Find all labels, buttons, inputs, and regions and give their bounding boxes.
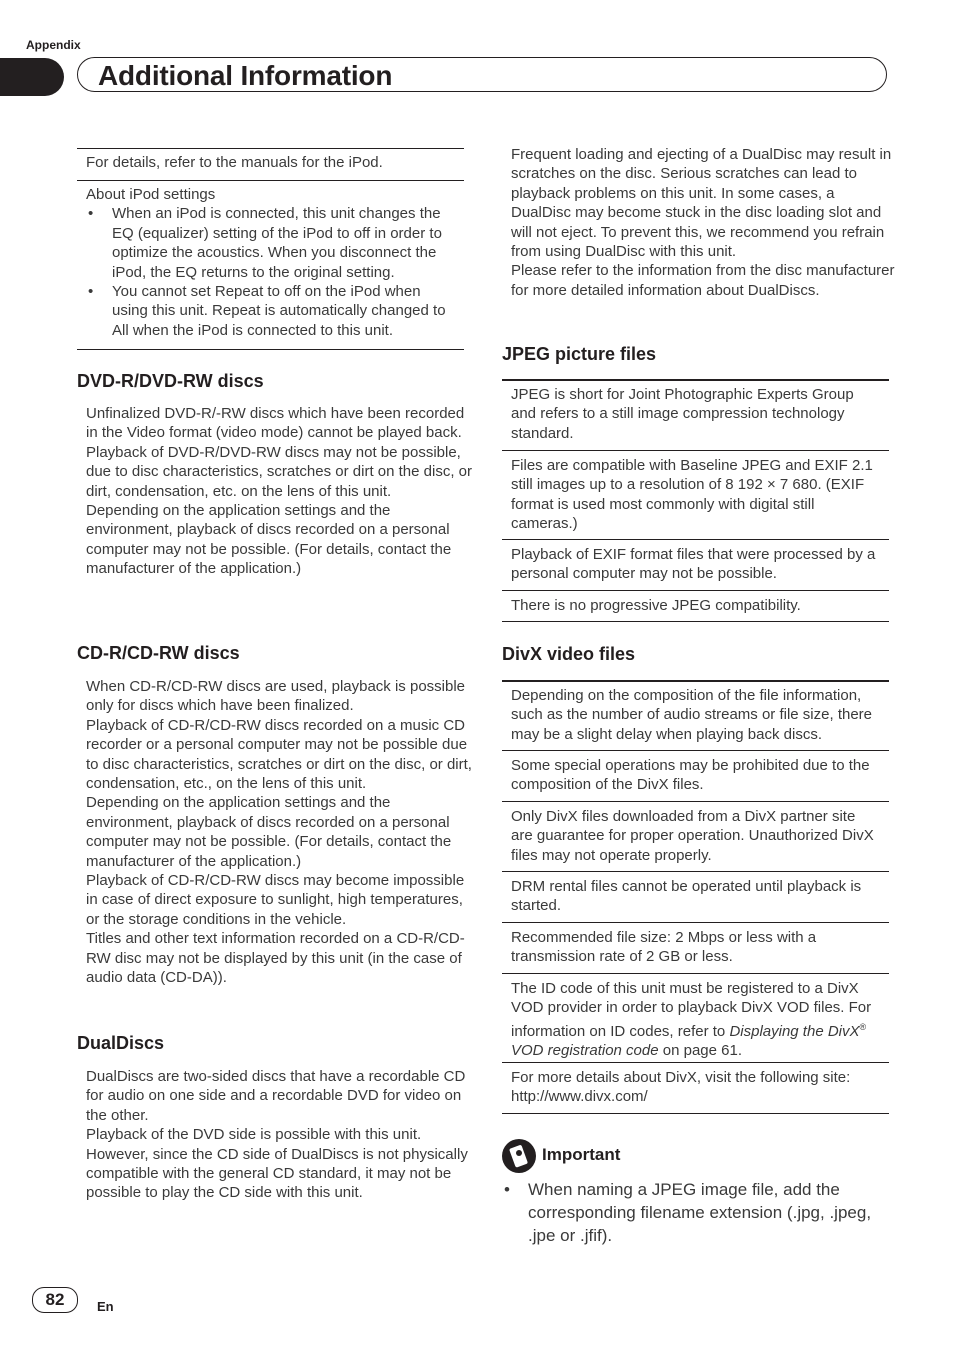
ipod-ref-row: [77, 148, 464, 182]
divx-text: [511, 979, 880, 1061]
cd-paragraph: Playback of CD-R/CD-RW discs recorded on a music CD recorder or a personal computer may not be possible due to disc characteristics, scratches or dirt on the disc, or dirt, condensation, etc., on the lens of this unit.: [86, 716, 472, 793]
jpeg-text: JPEG is short for Joint Photographic Experts Group and refers to a still image compression technology standard.: [511, 386, 854, 442]
list-item: • When naming a JPEG image file, add the corresponding filename extension (.jpg, .jpeg, .jpe or .jfif).: [502, 1178, 889, 1247]
jpeg-row: [502, 450, 889, 541]
dvd-paragraph: Depending on the application settings and the environment, playback of discs recorded on a personal computer may not be possible. (For details, contact the manufacturer of the application.): [86, 502, 452, 578]
dualdisc-paragraph: Playback of the DVD side is possible with this unit. However, since the CD side of DualDiscs is not physically compatible with the general CD standard, it may not be possible to play the CD side with this unit.: [86, 1126, 468, 1202]
title-box: [77, 57, 887, 92]
page-title: Additional Information: [98, 60, 393, 91]
cd-heading: CD-R/CD-RW discs: [77, 643, 240, 663]
chapter-tab: [0, 58, 64, 96]
ipod-ref-text: For details, refer to the manuals for the iPod.: [86, 154, 383, 171]
dualdisc-body: [77, 1067, 482, 1203]
divider: [77, 349, 464, 350]
divx-text: Recommended file size: 2 Mbps or less with a transmission rate of 2 GB or less.: [511, 929, 817, 966]
cd-paragraph: Depending on the application settings and the environment, playback of discs recorded on a personal computer may not be possible. (For details, contact the manufacturer of the application.): [86, 794, 452, 870]
divx-row: [502, 750, 889, 803]
list-item: • You cannot set Repeat to off on the iPod when using this unit. Repeat is automatically changed to All when the iPod is connected to this unit.: [86, 282, 455, 340]
important-header: [502, 1139, 889, 1175]
list-item: • When an iPod is connected, this unit changes the EQ (equalizer) setting of the iPod to off in order to optimize the acoustics. When you disconnect the iPod, the EQ returns to the original setting.: [86, 204, 455, 282]
divx-row: [502, 871, 889, 924]
important-list: [502, 1178, 889, 1247]
divx-reference-link[interactable]: Displaying the DivX: [729, 1022, 860, 1040]
divx-row: [502, 680, 889, 753]
jpeg-row: [502, 590, 889, 622]
divx-reference-link-cont[interactable]: VOD registration code: [511, 1042, 659, 1060]
divx-row: [502, 1062, 889, 1115]
cd-paragraph: Playback of CD-R/CD-RW discs may become impossible in case of direct exposure to sunlight, high temperatures, or the storage conditions in the vehicle.: [86, 872, 465, 928]
jpeg-text: Files are compatible with Baseline JPEG and EXIF 2.1 still images up to a resolution of 8 192 × 7 680. (EXIF format is used most commonly with digital still cameras.): [511, 457, 873, 533]
divx-text: Depending on the composition of the file information, such as the number of audio streams or file size, there may be a slight delay when playing back discs.: [511, 687, 873, 743]
dualdisc-paragraph: Frequent loading and ejecting of a DualDisc may result in scratches on the disc. Serious scratches can lead to playback problems on this unit. In some cases, a DualDisc may become stuck in the disc loading slot and will not eject. To prevent this, we recommend you refrain from using DualDisc with this unit.: [511, 146, 892, 261]
divider: [502, 621, 889, 622]
dvd-paragraph: Playback of DVD-R/DVD-RW discs may not be possible, due to disc characteristics, scratches or dirt on the disc, or dirt, condensation, etc. on the lens of this unit.: [86, 443, 472, 500]
dvd-paragraph: Unfinalized DVD-R/-RW discs which have been recorded in the Video format (video mode) cannot be played back.: [86, 405, 465, 442]
cd-paragraph: Titles and other text information recorded on a CD-R/CD-RW disc may not be displayed by this unit (in the case of audio data (CD-DA)).: [86, 930, 465, 987]
jpeg-text: Playback of EXIF format files that were processed by a personal computer may not be possible.: [511, 546, 876, 583]
cd-paragraph: When CD-R/CD-RW discs are used, playback is possible only for discs which have been finalized.: [86, 678, 466, 715]
divx-text: Only DivX files downloaded from a DivX partner site are guarantee for proper operation. Unauthorized DivX files may not operate properly.: [511, 808, 874, 864]
ipod-settings-heading: About iPod settings: [86, 186, 216, 203]
divx-row: [502, 801, 889, 873]
important-title: Important: [542, 1145, 621, 1164]
jpeg-heading: JPEG picture files: [502, 344, 657, 364]
ipod-settings-row: [77, 180, 464, 351]
dualdisc-paragraph: DualDiscs are two-sided discs that have a recordable CD for audio on one side and a recordable DVD for video on the other.: [86, 1068, 466, 1124]
jpeg-text: There is no progressive JPEG compatibility.: [511, 597, 801, 614]
divx-text-end: on page 61.: [658, 1042, 742, 1060]
jpeg-row: [502, 539, 889, 592]
language-label: En: [97, 1299, 114, 1314]
divx-text: Some special operations may be prohibited due to the composition of the DivX files.: [511, 757, 870, 794]
divx-text: DRM rental files cannot be operated until playback is started.: [511, 878, 862, 915]
dualdisc-heading: DualDiscs: [77, 1033, 165, 1053]
divider: [502, 1113, 889, 1114]
appendix-label: Appendix: [26, 38, 81, 52]
divx-row: [502, 922, 889, 975]
dvd-body: [77, 404, 482, 579]
cd-body: [77, 677, 482, 988]
divx-text: For more details about DivX, visit the following site: http://www.divx.com/: [511, 1069, 851, 1106]
dualdisc-paragraph: Please refer to the information from the disc manufacturer for more detailed information about DualDiscs.: [511, 262, 895, 299]
important-icon: [502, 1139, 536, 1173]
divx-row: [502, 973, 889, 1064]
dualdisc-continued: [502, 145, 907, 300]
important-body: [502, 1178, 889, 1247]
dvd-heading: DVD-R/DVD-RW discs: [77, 371, 264, 391]
jpeg-row: [502, 379, 889, 453]
divx-heading: DivX video files: [502, 644, 636, 664]
registered-mark: ®: [859, 1021, 867, 1032]
ipod-settings-list: [86, 204, 455, 340]
divx-text-start: The ID code of this unit must be registered to a DivX VOD provider in order to playback DivX VOD files. For information on ID codes, refer to: [511, 980, 872, 1040]
page-number: 82: [32, 1287, 78, 1313]
